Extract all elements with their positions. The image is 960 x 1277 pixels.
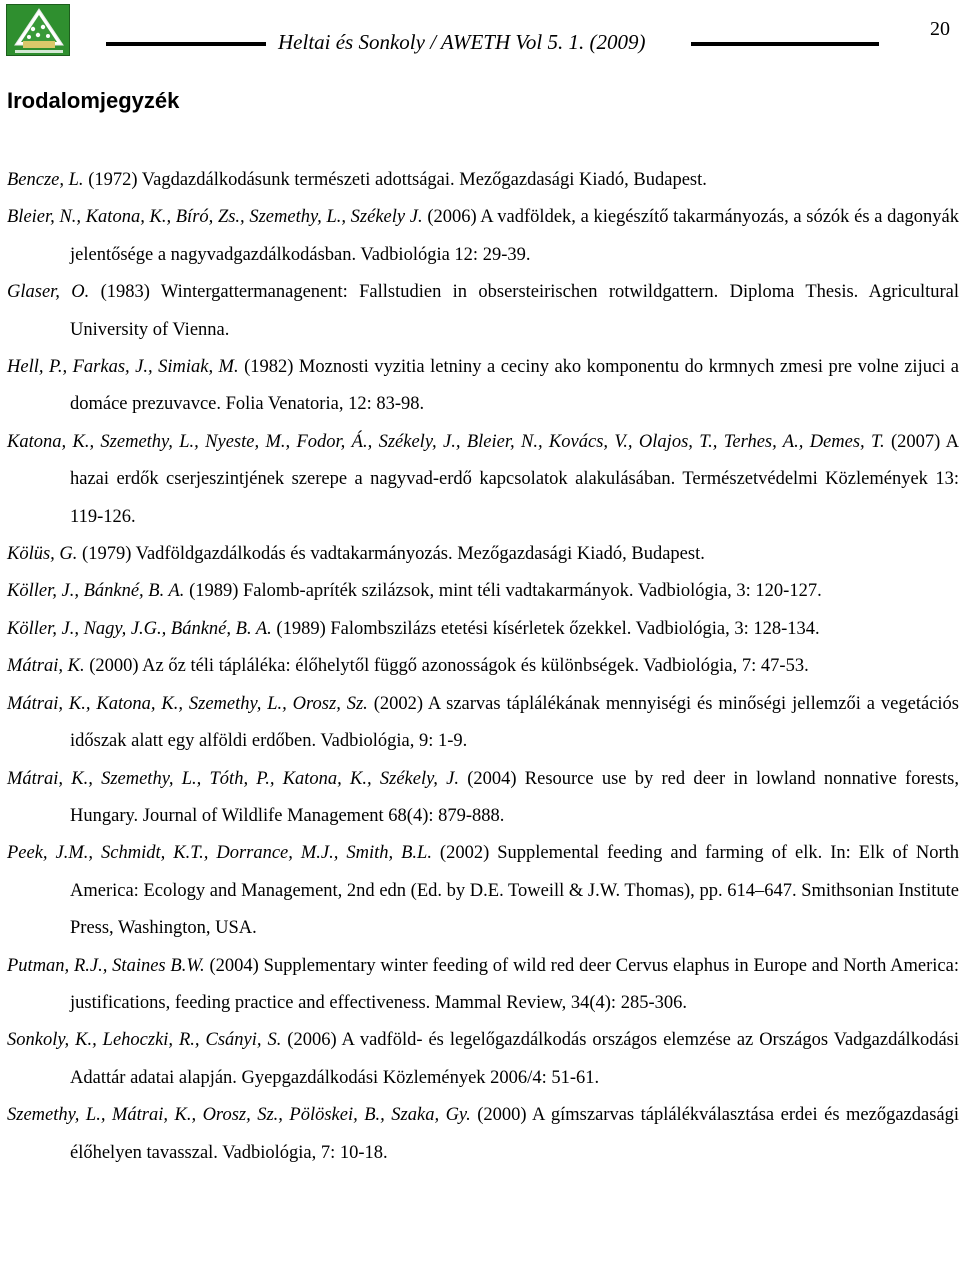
- reference-text: (2004) Resource use by red deer in lowland nonnative forests, Hungary. Journal of Wildlife Management 68(4): 879-888.: [70, 768, 959, 826]
- reference-authors: Bencze, L.: [7, 170, 84, 190]
- reference-authors: Katona, K., Szemethy, L., Nyeste, M., Fodor, Á., Székely, J., Bleier, N., Kovács, V., Olajos, T., Terhes, A., Demes, T.: [7, 431, 885, 452]
- reference-item: [7, 349, 959, 424]
- reference-item: [7, 274, 959, 349]
- reference-item: [7, 835, 959, 947]
- journal-logo: [6, 4, 70, 56]
- reference-authors: Glaser, O.: [7, 282, 90, 303]
- reference-authors: Sonkoly, K., Lehoczki, R., Csányi, S.: [7, 1030, 282, 1051]
- reference-authors: Kölüs, G.: [7, 544, 78, 565]
- reference-item: [7, 686, 959, 761]
- reference-text: (1982) Moznosti vyzitia letniny a ceciny ako komponentu do krmnych zmesi pre volne zijuci a domáce prezuvavce. Folia Venatoria, 12: 83-98.: [70, 357, 960, 415]
- reference-authors: Peek, J.M., Schmidt, K.T., Dorrance, M.J., Smith, B.L.: [7, 843, 432, 864]
- reference-list: [7, 162, 959, 1172]
- page-number: 20: [930, 18, 950, 40]
- reference-authors: Szemethy, L., Mátrai, K., Orosz, Sz., Pölöskei, B., Szaka, Gy.: [7, 1105, 471, 1126]
- reference-item: [7, 1022, 959, 1097]
- reference-text: (2006) A vadföld- és legelőgazdálkodás országos elemzése az Országos Vadgazdálkodási Adattár adatai alapján. Gyepgazdálkodási Közlemények 2006/4: 51-61.: [70, 1030, 959, 1088]
- reference-text: (2002) Supplemental feeding and farming of elk. In: Elk of North America: Ecology and Management, 2nd edn (Ed. by D.E. Toweill & J.W. Thomas), pp. 614–647. Smithsonian Institute Press, Washington, USA.: [70, 843, 960, 939]
- reference-authors: Hell, P., Farkas, J., Simiak, M.: [7, 357, 239, 378]
- reference-text: (2004) Supplementary winter feeding of wild red deer Cervus elaphus in Europe and North America: justifications, feeding practice and effectiveness. Mammal Review, 34(4): 285-306.: [70, 955, 959, 1013]
- reference-item: [7, 648, 959, 685]
- reference-item: [7, 573, 959, 610]
- reference-item: [7, 536, 959, 573]
- reference-text: (1972) Vagdazdálkodásunk természeti adottságai. Mezőgazdasági Kiadó, Budapest.: [83, 170, 707, 190]
- header-rule-left: [106, 42, 266, 46]
- reference-item: [7, 424, 959, 536]
- reference-authors: Mátrai, K.: [7, 656, 85, 677]
- reference-text: (2000) A gímszarvas táplálékválasztása erdei és mezőgazdasági élőhelyen tavasszal. Vadbiológia, 7: 10-18.: [70, 1105, 960, 1163]
- reference-item: [7, 611, 959, 648]
- reference-item: [7, 162, 959, 199]
- reference-authors: Mátrai, K., Katona, K., Szemethy, L., Orosz, Sz.: [7, 693, 368, 714]
- header-rule-right: [691, 42, 879, 46]
- reference-authors: Köller, J., Bánkné, B. A.: [7, 581, 185, 602]
- reference-text: (1989) Falombszilázs etetési kísérletek őzekkel. Vadbiológia, 3: 128-134.: [271, 618, 820, 639]
- reference-item: [7, 199, 959, 274]
- reference-item: [7, 1097, 959, 1172]
- reference-text: (1989) Falomb-apríték szilázsok, mint téli vadtakarmányok. Vadbiológia, 3: 120-127.: [184, 581, 822, 602]
- reference-text: (2007) A hazai erdők cserjeszintjének szerepe a nagyvad-erdő kapcsolatok alakulásában. Természetvédelmi Közlemények 13: 119-126.: [70, 431, 959, 527]
- reference-item: [7, 761, 959, 836]
- reference-item: [7, 948, 959, 1023]
- section-heading: Irodalomjegyzék: [7, 88, 180, 113]
- reference-text: (1979) Vadföldgazdálkodás és vadtakarmányozás. Mezőgazdasági Kiadó, Budapest.: [77, 544, 705, 565]
- reference-authors: Putman, R.J., Staines B.W.: [7, 955, 205, 976]
- reference-authors: Köller, J., Nagy, J.G., Bánkné, B. A.: [7, 618, 272, 639]
- running-header-title: Heltai és Sonkoly / AWETH Vol 5. 1. (2009): [278, 30, 646, 54]
- reference-authors: Bleier, N., Katona, K., Bíró, Zs., Szemethy, L., Székely J.: [7, 207, 423, 228]
- reference-authors: Mátrai, K., Szemethy, L., Tóth, P., Katona, K., Székely, J.: [7, 768, 459, 789]
- reference-text: (2002) A szarvas táplálékának mennyiségi és minőségi jellemzői a vegetációs időszak alatt egy alföldi erdőben. Vadbiológia, 9: 1-9.: [70, 693, 959, 752]
- reference-text: (2000) Az őz téli tápláléka: élőhelytől függő azonosságok és különbségek. Vadbiológia, 7: 47-53.: [84, 656, 809, 677]
- reference-text: (2006) A vadföldek, a kiegészítő takarmányozás, a sózók és a dagonyák jelentősége a nagyvadgazdálkodásban. Vadbiológia 12: 29-39.: [70, 207, 959, 265]
- reference-text: (1983) Wintergattermanagenent: Fallstudien in obsersteirischen rotwildgattern. Diploma Thesis. Agricultural University of Vienna.: [70, 282, 959, 340]
